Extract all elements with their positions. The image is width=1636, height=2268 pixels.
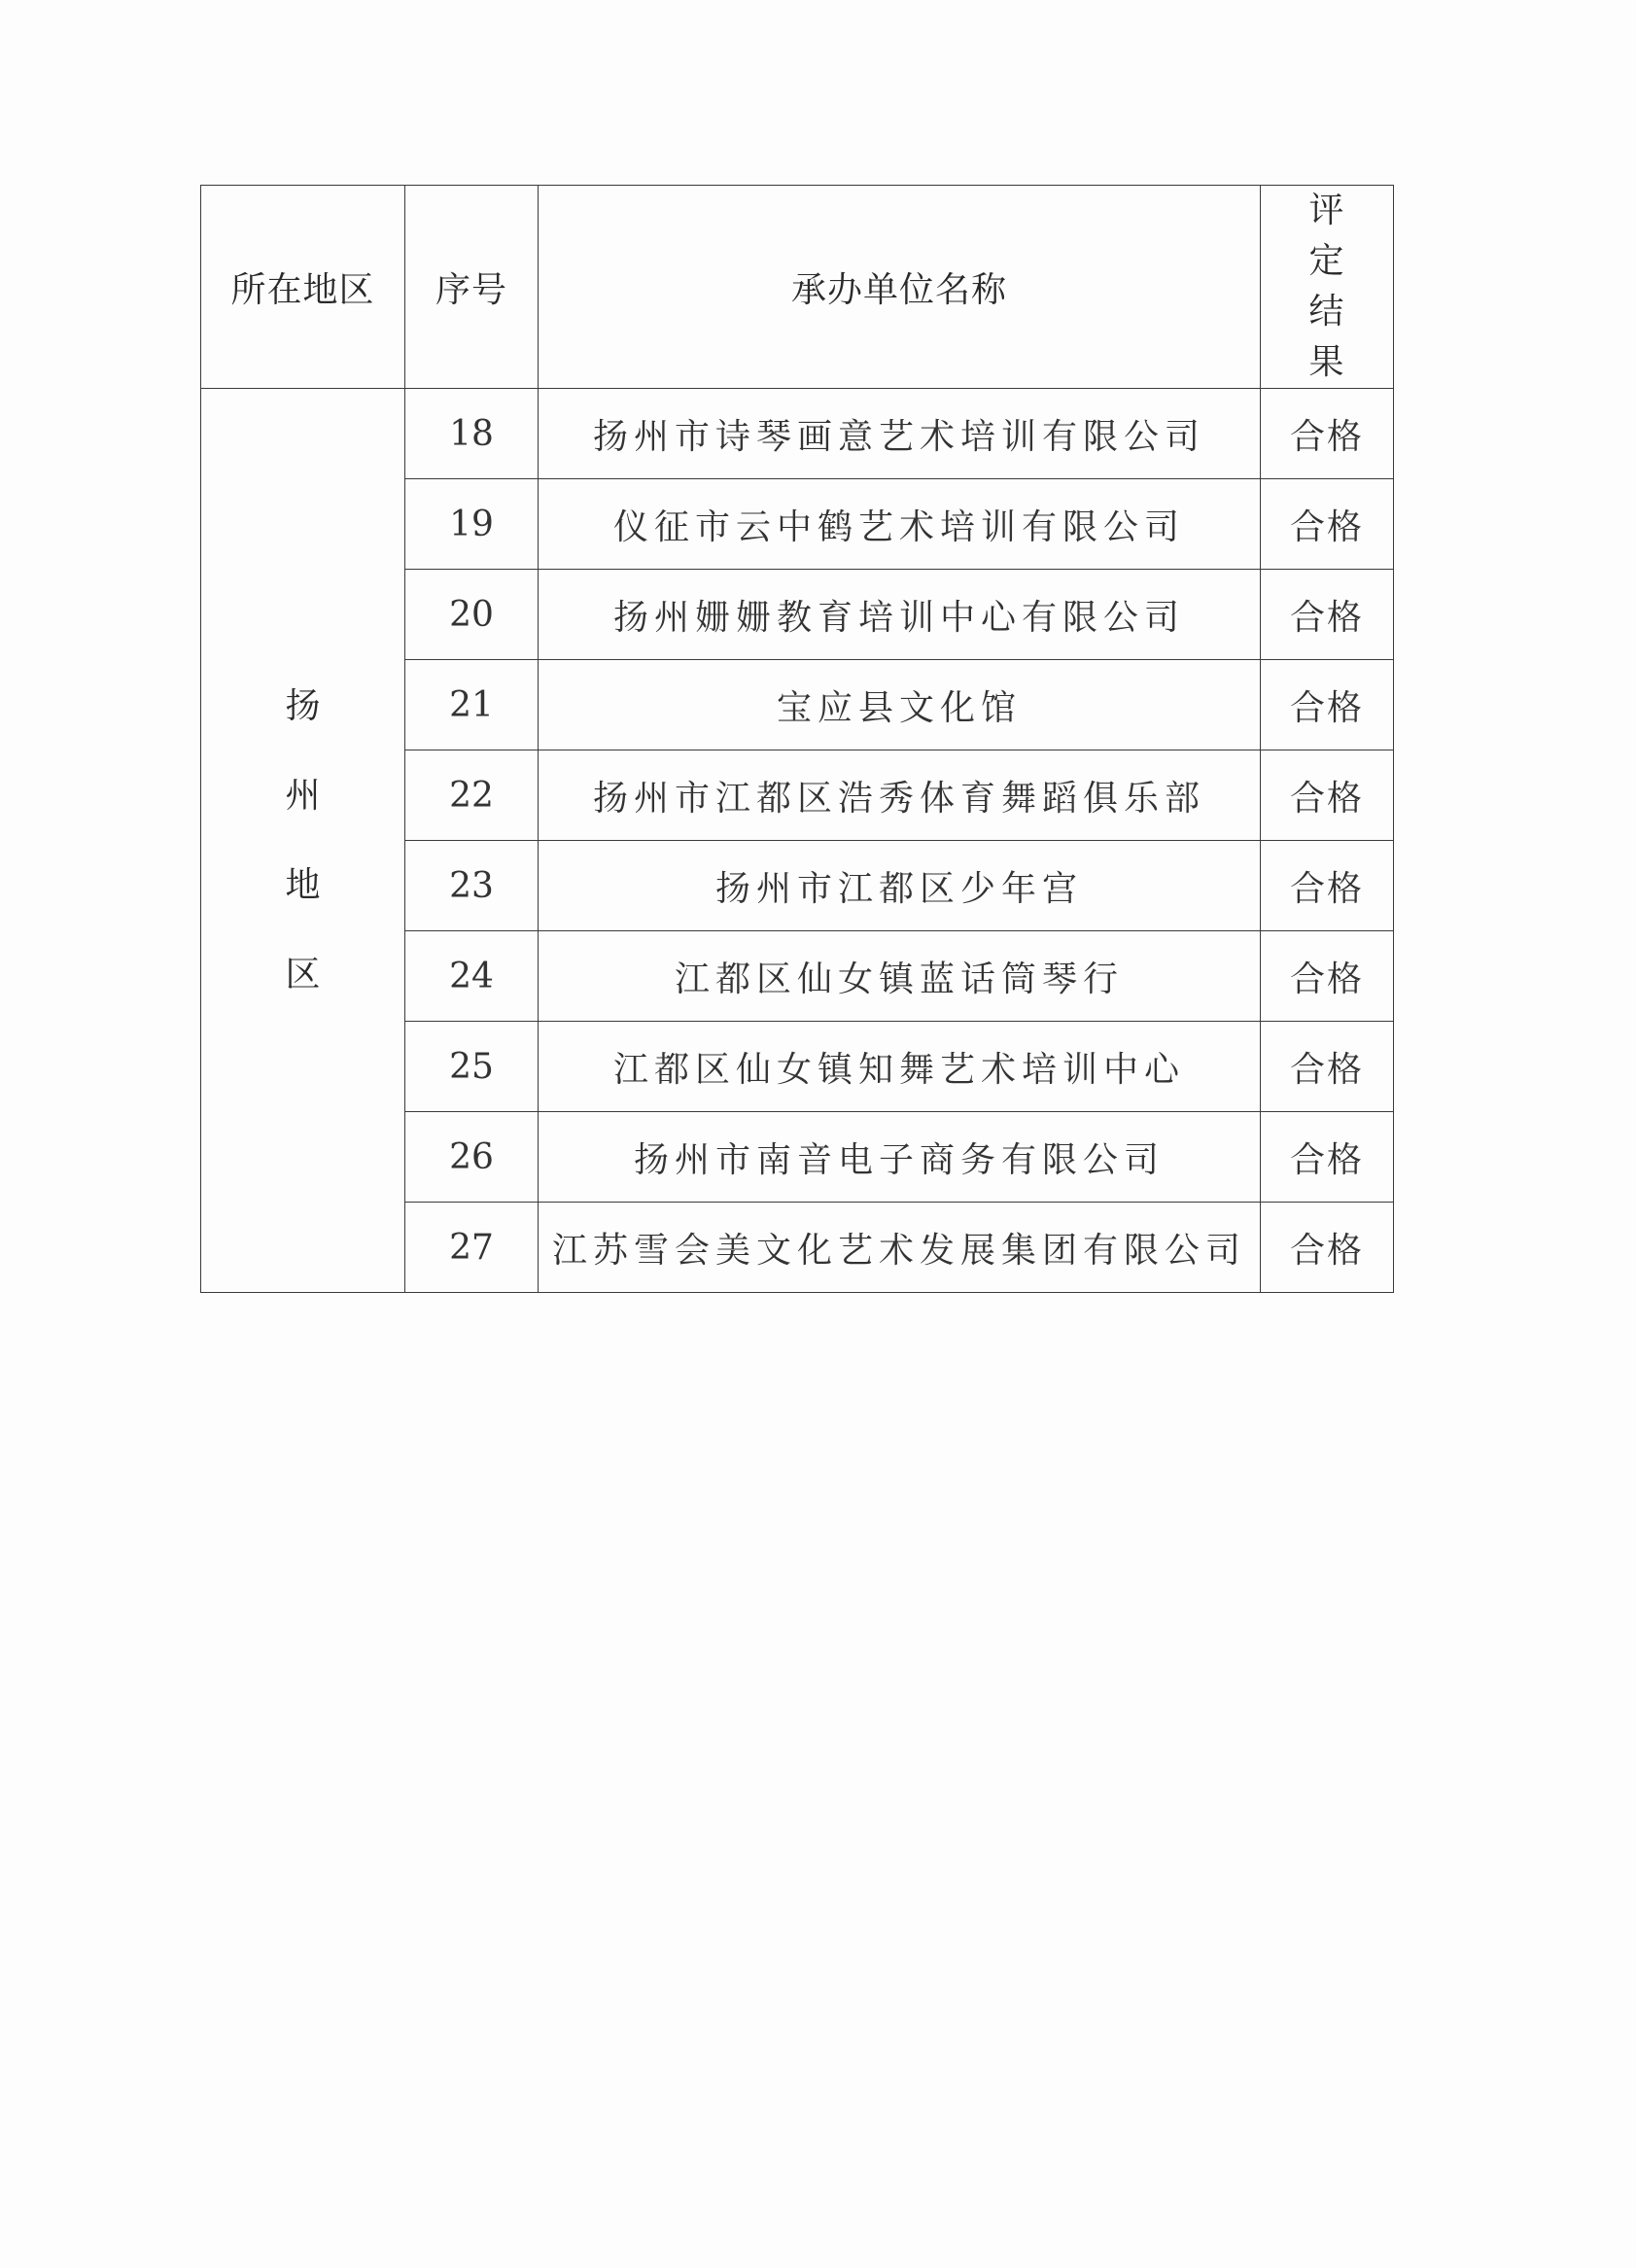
row-unit-name: 江苏雪会美文化艺术发展集团有限公司 — [539, 1203, 1261, 1293]
row-unit-name: 扬州姗姗教育培训中心有限公司 — [539, 570, 1261, 660]
row-unit-name: 扬州市江都区浩秀体育舞蹈俱乐部 — [539, 750, 1261, 841]
table-header-row — [201, 186, 1394, 389]
row-seq: 18 — [405, 389, 539, 479]
row-seq: 26 — [405, 1112, 539, 1203]
row-seq: 23 — [405, 841, 539, 931]
table-body — [201, 389, 1394, 1293]
row-seq: 27 — [405, 1203, 539, 1293]
row-result: 合格 — [1261, 931, 1394, 1022]
region-label: 扬州地区 — [285, 685, 321, 994]
row-unit-name: 江都区仙女镇知舞艺术培训中心 — [539, 1022, 1261, 1112]
header-seq: 序号 — [405, 186, 539, 389]
row-unit-name: 江都区仙女镇蓝话筒琴行 — [539, 931, 1261, 1022]
row-result: 合格 — [1261, 750, 1394, 841]
row-seq: 22 — [405, 750, 539, 841]
row-seq: 25 — [405, 1022, 539, 1112]
row-seq: 24 — [405, 931, 539, 1022]
row-result: 合格 — [1261, 1112, 1394, 1203]
row-unit-name: 扬州市江都区少年宫 — [539, 841, 1261, 931]
row-result: 合格 — [1261, 660, 1394, 750]
row-result: 合格 — [1261, 1022, 1394, 1112]
row-unit-name: 宝应县文化馆 — [539, 660, 1261, 750]
row-result: 合格 — [1261, 841, 1394, 931]
row-unit-name: 扬州市南音电子商务有限公司 — [539, 1112, 1261, 1203]
row-seq: 19 — [405, 479, 539, 570]
row-result: 合格 — [1261, 570, 1394, 660]
header-region: 所在地区 — [201, 186, 405, 389]
header-name: 承办单位名称 — [539, 186, 1261, 389]
row-seq: 20 — [405, 570, 539, 660]
row-result: 合格 — [1261, 389, 1394, 479]
row-unit-name: 仪征市云中鹤艺术培训有限公司 — [539, 479, 1261, 570]
header-result-text: 评定结果 — [1308, 191, 1345, 382]
row-result: 合格 — [1261, 479, 1394, 570]
evaluation-result-table — [200, 185, 1394, 1293]
row-result: 合格 — [1261, 1203, 1394, 1293]
row-seq: 21 — [405, 660, 539, 750]
region-cell — [201, 389, 405, 1293]
row-unit-name: 扬州市诗琴画意艺术培训有限公司 — [539, 389, 1261, 479]
header-result — [1261, 186, 1394, 389]
table-row — [201, 389, 1394, 479]
